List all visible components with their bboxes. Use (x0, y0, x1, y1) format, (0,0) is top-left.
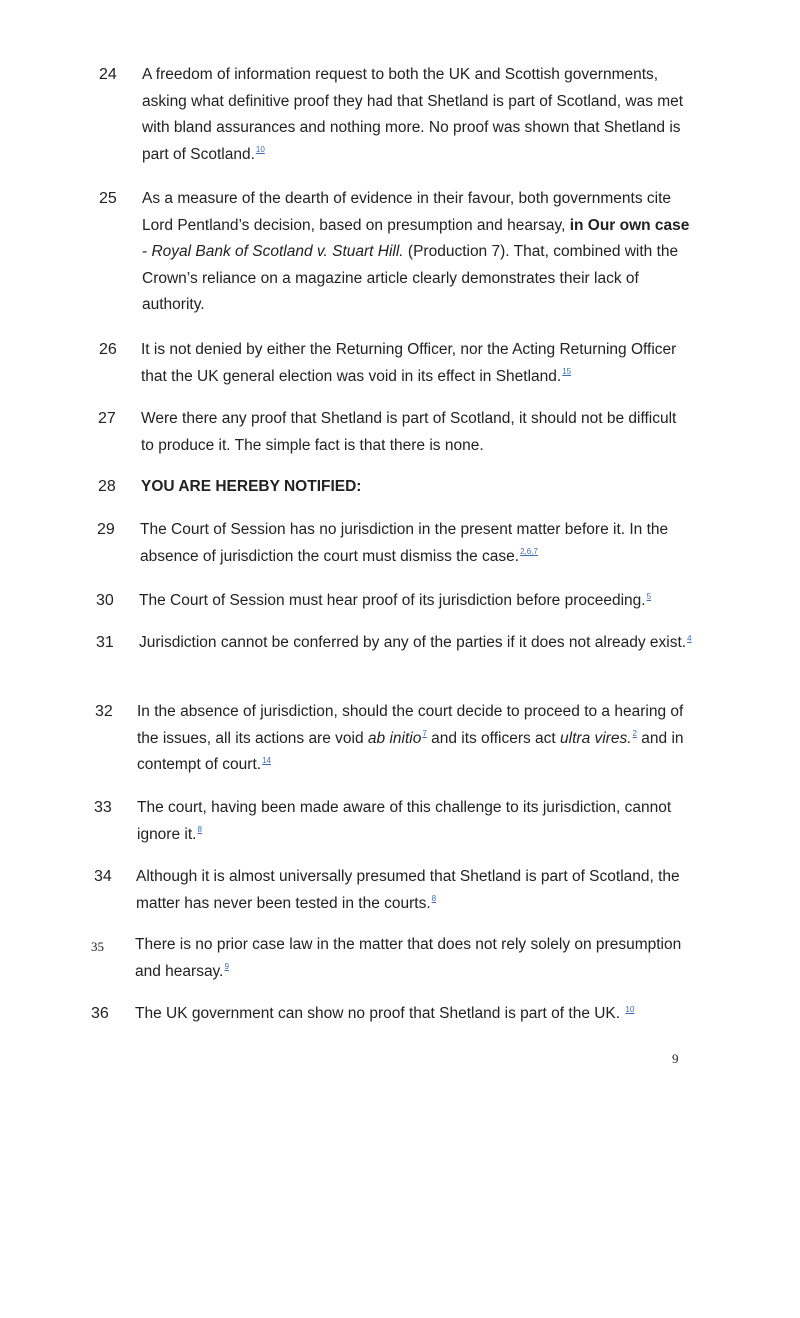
paragraph-number: 36 (91, 1005, 109, 1022)
paragraph-text: The Court of Session must hear proof of its jurisdiction before proceeding.$^5$ (139, 591, 652, 609)
footnote-ref[interactable]: 4 (687, 633, 692, 643)
paragraph-number: 24 (99, 66, 117, 83)
paragraph-text: The court, having been made aware of this challenge to its jurisdiction, cannot ignore it.$^8$ (137, 799, 672, 843)
paragraph-text: A freedom of information request to both the UK and Scottish governments, asking what definitive proof they had that Shetland is part of Scotland, was met with bland assurances and nothing more. No proof was shown that Shetland is part of Scotland.$^{10}$ (142, 66, 684, 163)
paragraph-text: As a measure of the dearth of evidence in their favour, both governments cite Lord Pentland’s decision, based on presumption and hearsay, in Our own case - Royal Bank of Scotland v. Stuart Hill. (Production 7). That, combined with the Crown’s reliance on a magazine article clearly demonstrates their lack of authority. (142, 190, 690, 313)
footnote-ref[interactable]: 10 (255, 145, 265, 155)
paragraph-number: 31 (96, 634, 114, 651)
paragraph-number: 34 (94, 868, 112, 885)
footnote-ref[interactable]: 7 (422, 729, 427, 739)
footnote-ref[interactable]: 10 (625, 1004, 635, 1014)
paragraph-text: In the absence of jurisdiction, should the court decide to proceed to a hearing of the issues, all its actions are void ab initio$^7$ and its officers act ultra vires.$^2$ and in contempt of court.$^{14}$ (137, 703, 684, 773)
paragraph-number: 25 (99, 190, 117, 207)
footnote-ref[interactable]: 5 (646, 591, 652, 601)
page-number: 9 (672, 1051, 679, 1066)
paragraph-number: 32 (95, 703, 113, 720)
paragraph-number: 26 (99, 341, 117, 358)
paragraph-number: 28 (98, 478, 116, 495)
footnote-ref[interactable]: 9 (224, 962, 229, 972)
paragraph-text: There is no prior case law in the matter that does not rely solely on presumption and hearsay.$^9$ (135, 936, 682, 980)
paragraph-number: 27 (98, 410, 116, 427)
paragraph-number: 30 (96, 592, 114, 609)
footnote-ref[interactable]: 8 (431, 894, 437, 904)
paragraph-number: 29 (97, 521, 115, 538)
paragraph-text: Although it is almost universally presumed that Shetland is part of Scotland, the matter has never been tested in the courts.$^8$ (136, 868, 680, 912)
paragraph-text: Were there any proof that Shetland is part of Scotland, it should not be difficult to produce it. The simple fact is that there is none. (141, 410, 677, 454)
paragraph-number: 35 (91, 939, 104, 954)
paragraph-number: 33 (94, 799, 112, 816)
paragraph-text: It is not denied by either the Returning Officer, nor the Acting Returning Officer that the UK general election was void in its effect in Shetland.$^{15}$ (141, 341, 677, 385)
paragraph-text: The UK government can show no proof that Shetland is part of the UK. $^{10}$ (135, 1004, 635, 1022)
paragraph-text: The Court of Session has no jurisdiction in the present matter before it. In the absence of jurisdiction the court must dismiss the case.$^{2,6,7}$ (140, 521, 669, 565)
paragraph-text: Jurisdiction cannot be conferred by any of the parties if it does not already exist.$^4$ (139, 633, 692, 651)
footnote-ref[interactable]: 14 (262, 755, 271, 765)
footnote-ref[interactable]: 2 (632, 729, 637, 739)
footnote-ref[interactable]: 8 (197, 825, 202, 835)
footnote-ref[interactable]: 15 (562, 367, 572, 377)
footnote-ref[interactable]: 2,6,7 (520, 547, 538, 557)
notice-heading: YOU ARE HEREBY NOTIFIED: (141, 478, 362, 495)
